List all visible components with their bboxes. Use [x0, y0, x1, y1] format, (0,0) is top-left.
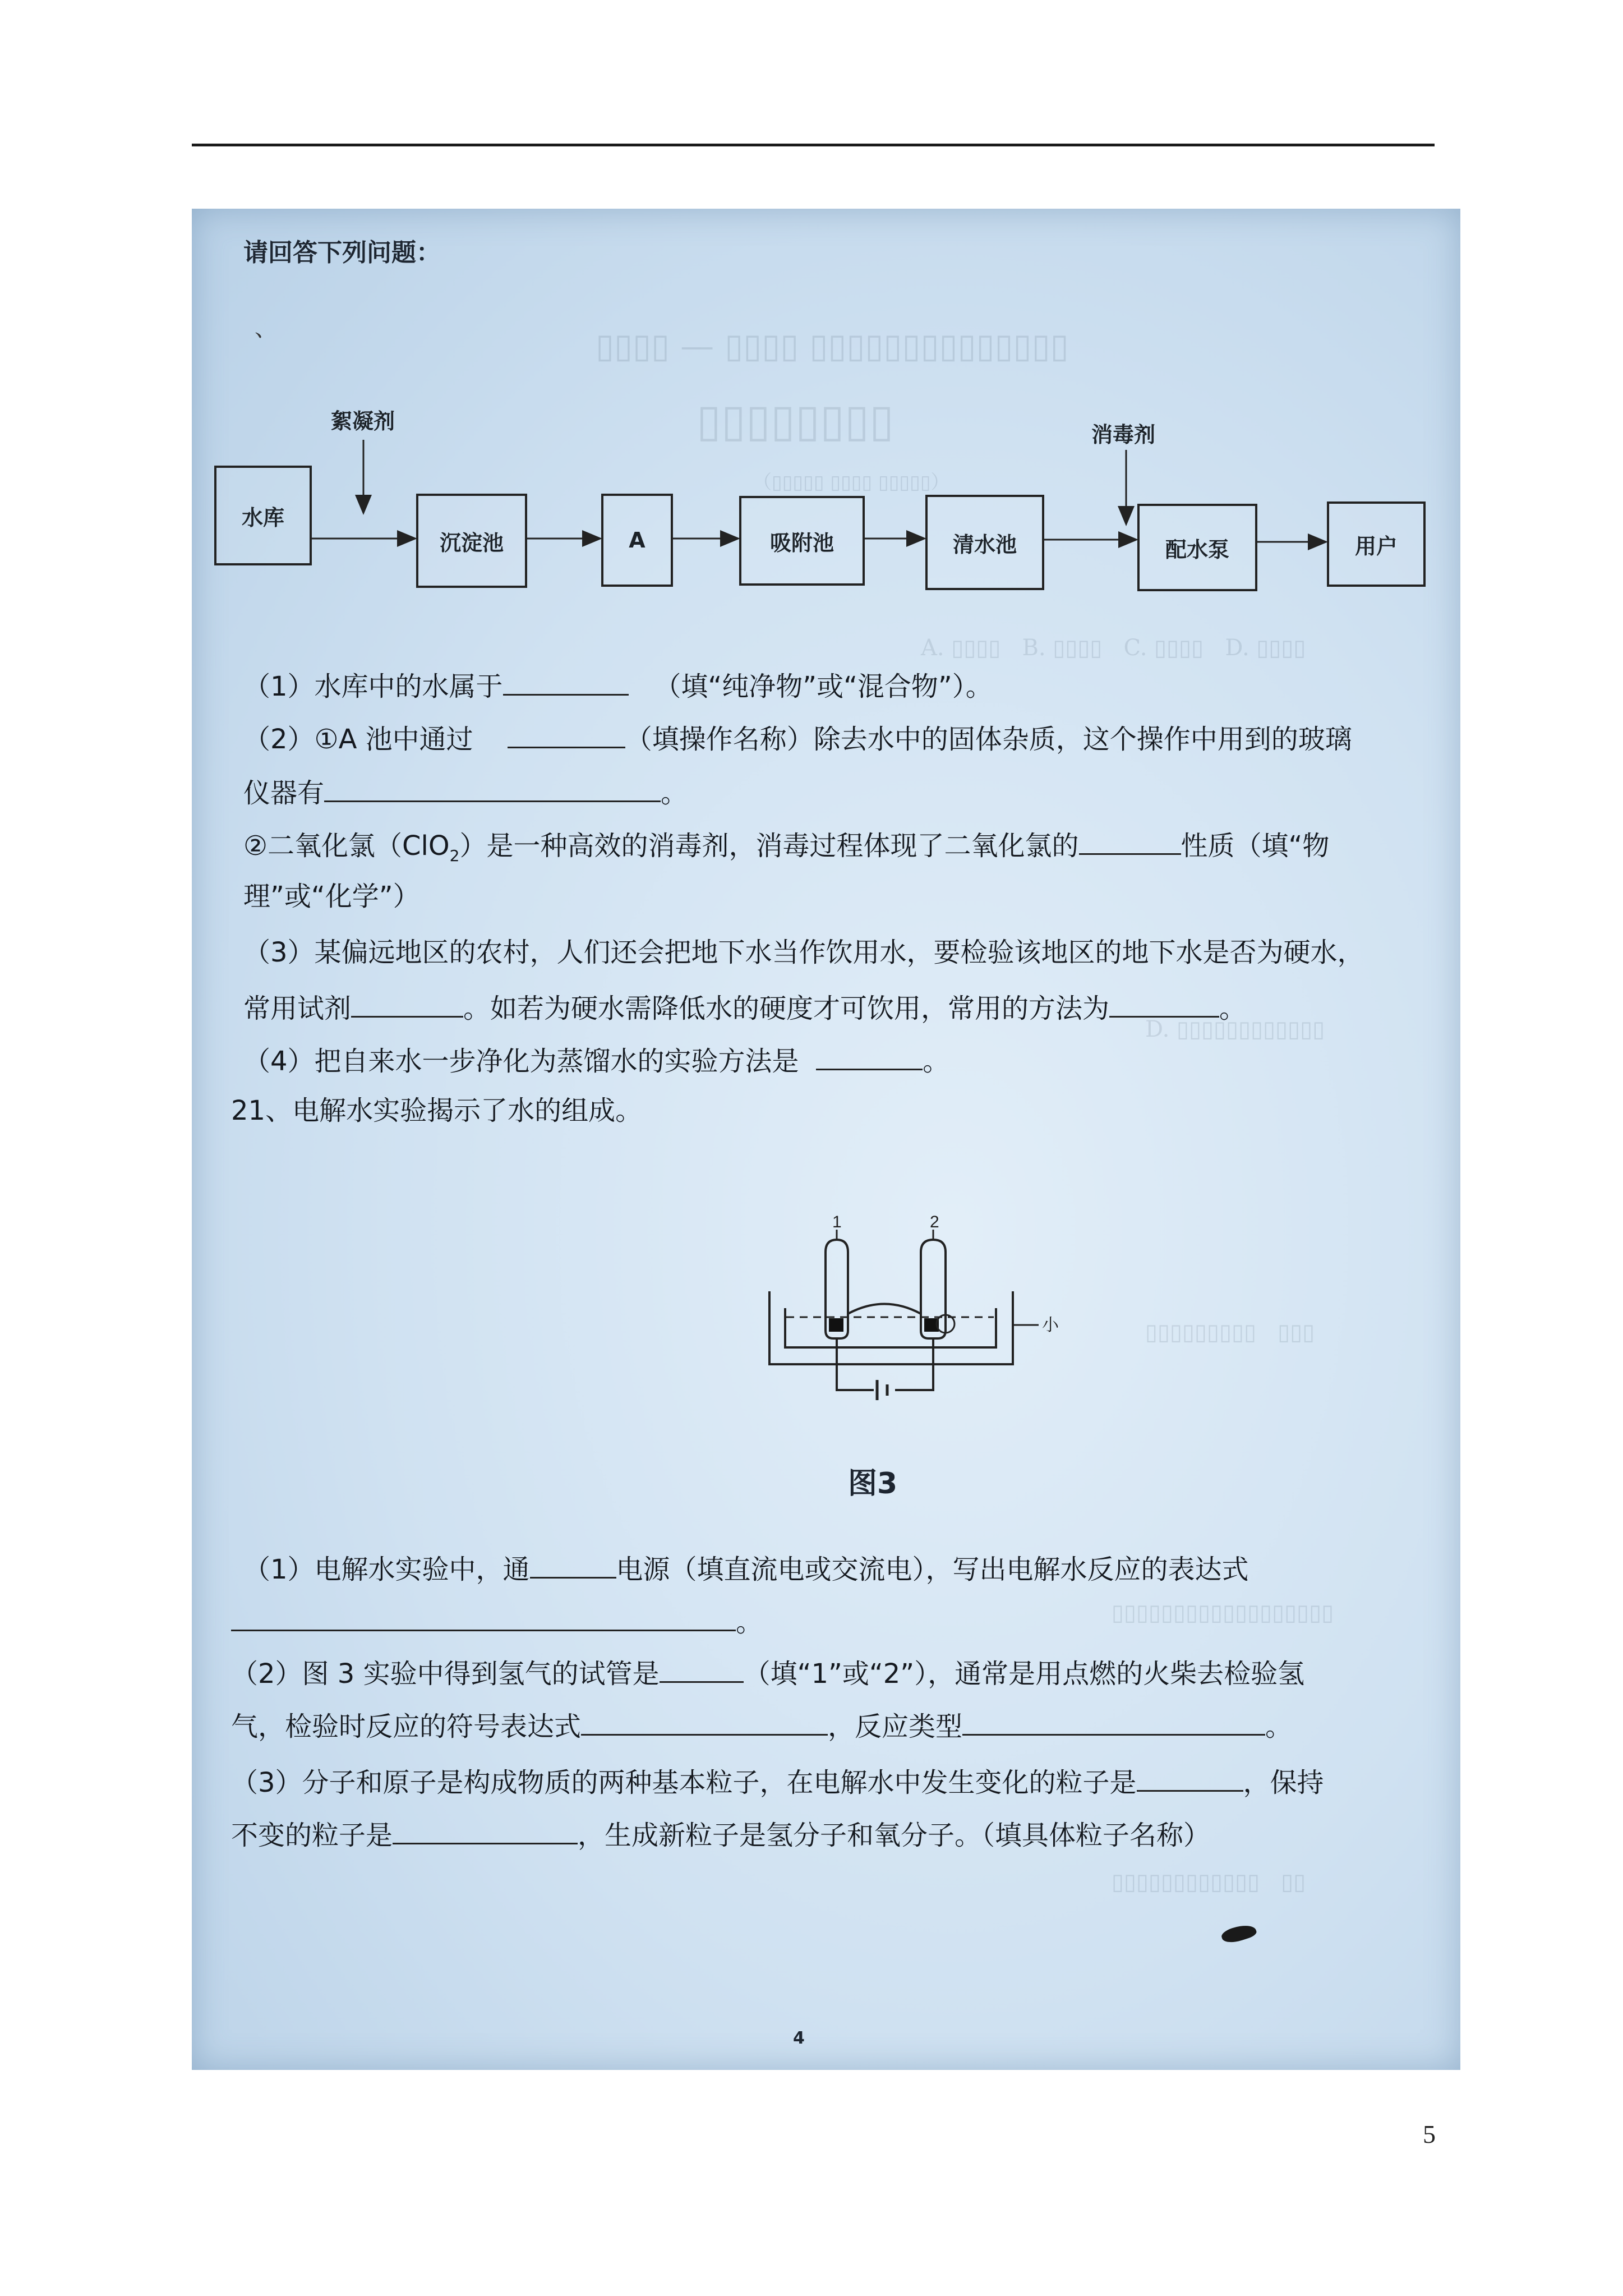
scanned-exam-photo: ▯▯▯▯ — ▯▯▯▯ ▯▯▯▯▯▯▯▯▯▯▯▯▯▯ ▯▯▯▯▯▯▯▯ （▯▯▯▯▯ ▯▯▯▯ ▯▯▯▯▯） A. ▯▯▯▯ B. ▯▯▯▯ C. ▯▯▯▯ D. ▯▯▯▯ D. ▯▯▯▯▯▯▯▯▯▯▯▯ ▯▯▯▯▯▯▯▯▯ ▯▯▯ ▯▯▯▯▯▯▯▯▯▯▯▯▯▯▯▯▯▯ ▯▯▯▯▯▯▯▯▯▯▯▯ ▯▯ 请回答下列问题： 、 絮凝剂 消毒剂 水库 沉淀池 A 吸附池 清水池 配水泵 用户 （1）水库中的水属于 （填“纯净物”或“混合物”）。 （2）①A 池中通过 （填操作名称）除去水中的固体杂质，这个操作中用到的玻璃 仪器有 。 ②二氧化氯（ClO$_2$）是一种高效的消毒剂，消毒过程体现了二氧化氯的 性质（填“物 理”或“化学”） （3）某偏远地区的农村，人们还会把地下水当作饮用水，要检验该地区的地下水是否为硬水， 常用试剂 。如若为硬水需降低水的硬度才可饮用，常用的方法为 。 （4）把自来水一步净化为蒸馏水的实验方法是 。 21、电解水实验揭示了水的组成。 1 2 小 图3 （1）电解水实验中，通 电源（填直流电或交流电），写出电解水反应的表达式 。 （2）图 3 实验中得到氢气的试管是 （填“1”或“2”），通常是用点燃的火柴去检验氢 气，检验时反应的符号表达式 ，反应类型 。 （3）分子和原子是构成物质的两种基本粒子，在电解水中发生变化的粒子是 ，保持 不变的粒子是 ，生成新粒子是氢分子和氧分子。（填具体粒子名称） 4: [192, 209, 1460, 2070]
q21-part1-cont: 。: [231, 1605, 763, 1639]
q21-title: 21、电解水实验揭示了水的组成。: [231, 1095, 643, 1126]
q20-chlorine-dioxide: ②二氧化氯（ClO$_2$）是一种高效的消毒剂，消毒过程体现了二氧化氯的 性质（填“物: [243, 829, 1329, 865]
inner-page-number: 4: [793, 2028, 805, 2048]
ink-smudge: [1220, 1921, 1258, 1946]
flow-arrows: [192, 209, 1460, 635]
q21-part2: （2）图 3 实验中得到氢气的试管是 （填“1”或“2”），通常是用点燃的火柴去检验氢: [231, 1657, 1304, 1691]
stage-adsorption-tank: 吸附池: [739, 496, 865, 586]
q20-part3-cont: 常用试剂 。如若为硬水需降低水的硬度才可饮用，常用的方法为 。: [243, 992, 1246, 1025]
q20-part1: （1）水库中的水属于 （填“纯净物”或“混合物”）。: [243, 670, 993, 703]
stage-reservoir: 水库: [214, 466, 312, 565]
q21-part1: （1）电解水实验中，通 电源（填直流电或交流电），写出电解水反应的表达式: [243, 1553, 1249, 1586]
stage-a: A: [601, 494, 673, 587]
stray-mark: 、: [255, 316, 277, 342]
q20-part4: （4）把自来水一步净化为蒸馏水的实验方法是 。: [243, 1045, 949, 1078]
tube-2-label: 2: [930, 1213, 939, 1231]
q21-part3: （3）分子和原子是构成物质的两种基本粒子，在电解水中发生变化的粒子是 ，保持: [231, 1766, 1324, 1800]
q21-part2-cont: 气，检验时反应的符号表达式 ，反应类型 。: [231, 1710, 1292, 1743]
stage-distribution-pump: 配水泵: [1137, 504, 1257, 591]
electrolysis-apparatus: [758, 1213, 1072, 1432]
q20-part2: （2）①A 池中通过 （填操作名称）除去水中的固体杂质，这个操作中用到的玻璃: [243, 723, 1352, 756]
q21-part3-cont: 不变的粒子是 ，生成新粒子是氢分子和氧分子。（填具体粒子名称）: [231, 1819, 1210, 1852]
instruction-text: 请回答下列问题：: [243, 238, 441, 267]
flocculant-label: 絮凝剂: [331, 409, 395, 434]
stage-user: 用户: [1327, 501, 1426, 587]
tube-1-label: 1: [832, 1213, 842, 1231]
stage-sedimentation-tank: 沉淀池: [416, 494, 527, 588]
header-rule: [192, 144, 1435, 146]
stage-clear-water-tank: 清水池: [925, 495, 1044, 590]
page-number: 5: [1423, 2120, 1436, 2148]
q20-part3: （3）某偏远地区的农村，人们还会把地下水当作饮用水，要检验该地区的地下水是否为硬水，: [243, 937, 1364, 968]
edge-label: 小: [1042, 1315, 1059, 1335]
figure-caption: 图3: [848, 1467, 898, 1501]
q20-part2-cont: 仪器有 。: [243, 776, 688, 810]
q20-chlorine-dioxide-cont: 理”或“化学”）: [243, 881, 420, 912]
disinfectant-label: 消毒剂: [1091, 422, 1156, 447]
